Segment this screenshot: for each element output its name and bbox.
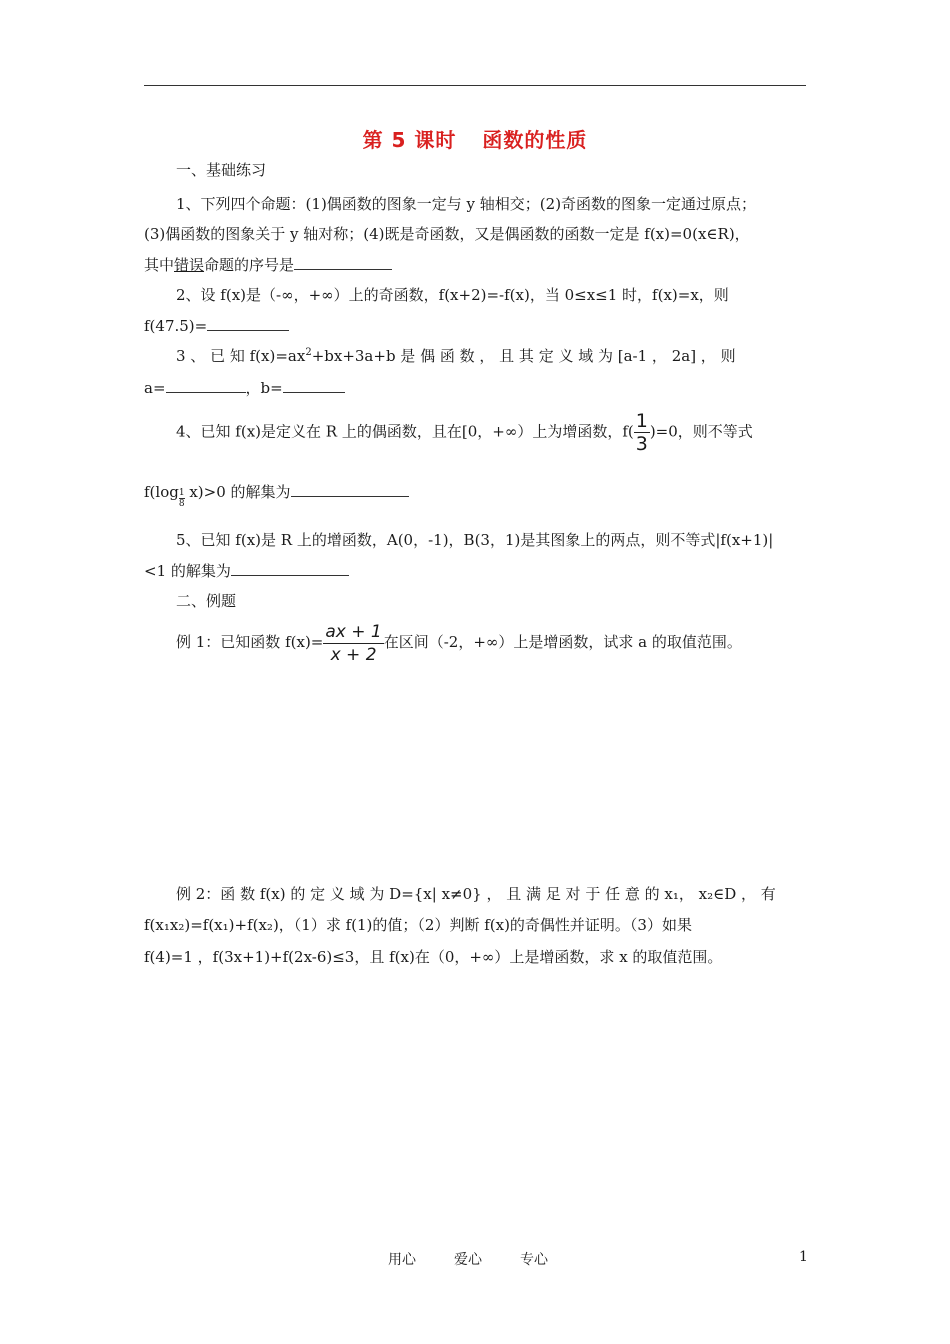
example2-line2: f(x₁x₂)=f(x₁)+f(x₂)，（1）求 f(1)的值；（2）判断 f(x)的奇偶性并证明。（3）如果 bbox=[144, 916, 692, 934]
q2-answer-blank[interactable] bbox=[207, 316, 289, 331]
q3-b-blank[interactable] bbox=[283, 378, 345, 393]
q5-answer-blank[interactable] bbox=[231, 561, 349, 576]
q5-line2: <1 的解集为 bbox=[144, 561, 349, 581]
q4-fraction: $\frac{1}{3}$ bbox=[635, 410, 648, 455]
example1-fraction: $\frac{ax + 1}{x + 2}$ bbox=[325, 621, 382, 665]
q2-line1: 2、设 f(x)是（-∞，+∞）上的奇函数，f(x+2)=-f(x)，当 0≤x≤1 时，f(x)=x，则 bbox=[176, 286, 729, 304]
page-number: 1 bbox=[799, 1249, 808, 1265]
page-footer: 用心 爱心 专心 bbox=[388, 1252, 548, 1268]
q2-line2: f(47.5)= bbox=[144, 316, 289, 336]
q1-line3: 其中错误命题的序号是 bbox=[144, 255, 392, 275]
q5-line1: 5、已知 f(x)是 R 上的增函数，A(0，-1)，B(3，1)是其图象上的两点，则不等式|f(x+1)| bbox=[176, 531, 774, 549]
q4-line1: 4、已知 f(x)是定义在 R 上的偶函数，且在[0，+∞）上为增函数，f( $\frac{1}{3}$ )=0，则不等式 bbox=[176, 410, 753, 455]
q3-line1: 3 、 已 知 $f(x)=ax^2+bx+3a+b$ 是 偶 函 数 ， 且 其 定 义 域 为 [a-1 ， 2a] ， 则 bbox=[176, 347, 736, 365]
q1-answer-blank[interactable] bbox=[294, 255, 392, 270]
log-base: $\frac{1}{8}$ bbox=[178, 488, 185, 509]
example2-line1: 例 2：函 数 f(x) 的 定 义 域 为 D={x| x≠0} ， 且 满 足 对 于 任 意 的 x₁， x₂∈D ， 有 bbox=[176, 885, 776, 903]
example1: 例 1：已知函数 f(x)= $\frac{ax + 1}{x + 2}$ 在区间（-2，+∞）上是增函数，试求 a 的取值范围。 bbox=[176, 621, 742, 665]
lesson-topic: 函数的性质 bbox=[482, 128, 588, 152]
q3-line2: a= ，b= bbox=[144, 378, 345, 398]
q4-answer-blank[interactable] bbox=[291, 482, 409, 497]
q1-line2: (3)偶函数的图象关于 y 轴对称；(4)既是奇函数，又是偶函数的函数一定是 f(x)=0(x∈R)， bbox=[144, 225, 750, 243]
q1-line1: 1、下列四个命题：(1)偶函数的图象一定与 y 轴相交；(2)奇函数的图象一定通过原点； bbox=[176, 195, 757, 213]
q4-line2: f(log $\frac{1}{8}$ x)>0 的解集为 bbox=[144, 482, 409, 509]
lesson-number: 第 5 课时 bbox=[362, 128, 457, 152]
header-rule bbox=[144, 85, 806, 86]
q3-a-blank[interactable] bbox=[166, 378, 246, 393]
page-title bbox=[0, 124, 950, 153]
example2-line3: f(4)=1 ，f(3x+1)+f(2x-6)≤3，且 f(x)在（0，+∞）上是增函数，求 x 的取值范围。 bbox=[144, 948, 723, 966]
section-examples: 二、例题 bbox=[176, 592, 237, 610]
section-basic: 一、基础练习 bbox=[176, 161, 267, 179]
q1-underlined-word: 错误 bbox=[174, 256, 205, 274]
